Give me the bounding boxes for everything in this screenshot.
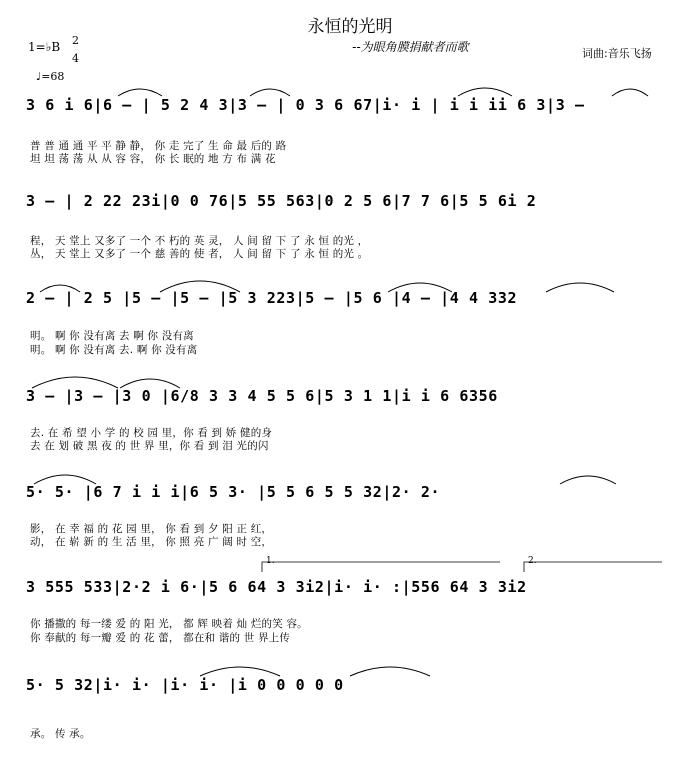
notation-line-7: 5· 5 32|i· i· |i· i· |i 0 0 0 0 0 <box>26 676 344 694</box>
lyric-line-7-verse-1: 承。 传 承。 <box>30 728 91 740</box>
lyric-line-6-verse-2: 你 奉献的 每一瓣 爱 的 花 蕾， 都在和 谐的 世 界上传 <box>30 632 291 644</box>
notation-line-6: 3 555 533|2·2 i 6·|5 6 64 3 3i2|i· i· :|556 64 3 3i2 <box>26 578 527 596</box>
tie-arc <box>612 89 648 96</box>
tie-arc <box>200 667 280 676</box>
lyric-line-2-verse-2: 丛， 天 堂上 又多了 一个 慈 善的 使 者， 人 间 留 下 了 永 恒 的光 。 <box>30 248 369 260</box>
notation-line-4: 3 – |3 – |3 0 |6/8 3 3 4 5 5 6|5 3 1 1|i i 6 6356 <box>26 387 498 405</box>
tie-arc <box>32 377 118 388</box>
lyric-line-5-verse-2: 动， 在 崭 新 的 生 活 里， 你 照 亮 广 阔 时 空， <box>30 536 273 548</box>
lyric-line-1-verse-2: 坦 坦 荡 荡 从 从 容 容， 你 长 眠的 地 方 布 满 花 <box>30 153 276 165</box>
volta-1-bracket <box>262 562 500 572</box>
tie-arc <box>118 89 162 96</box>
tie-arc <box>546 283 614 292</box>
lyric-line-1-verse-1: 普 普 通 通 平 平 静 静， 你 走 完了 生 命 最 后的 路 <box>30 140 287 152</box>
lyric-line-5-verse-1: 影， 在 幸 福 的 花 园 里， 你 看 到 夕 阳 正 红， <box>30 523 273 535</box>
tie-arc <box>250 89 290 96</box>
tie-arc <box>388 283 452 292</box>
notation-line-1: 3 6 i 6|6 – | 5 2 4 3|3 – | 0 3 6 67|i· i | i i ii 6 3|3 – <box>26 96 585 114</box>
lyric-line-3-verse-1: 明。 啊 你 没有离 去 啊 你 没有离 <box>30 330 194 342</box>
lyric-line-4-verse-2: 去 在 划 破 黑 夜 的 世 界 里，你 看 到 泪 光的闪 <box>30 440 269 452</box>
tie-arc <box>458 88 512 96</box>
tie-arc <box>40 285 80 292</box>
tie-arc <box>560 476 616 484</box>
tie-arc <box>34 475 96 484</box>
key-signature: 1=♭B <box>28 40 61 54</box>
tie-arc <box>160 281 240 292</box>
tie-arcs <box>32 88 648 676</box>
lyric-line-4-verse-1: 去. 在 希 望 小 学 的 校 园 里，你 看 到 娇 健的身 <box>30 427 273 439</box>
time-numerator: 2 <box>72 34 79 47</box>
notation-line-5: 5· 5· |6 7 i i i|6 5 3· |5 5 6 5 5 32|2· 2· <box>26 483 441 501</box>
tie-arc <box>120 379 180 388</box>
notation-line-3: 2 – | 2 5 |5 – |5 – |5 3 223|5 – |5 6 |4 – |4 4 332 <box>26 289 518 307</box>
lyric-line-6-verse-1: 你 播撒的 每一缕 爱 的 阳 光， 都 辉 映着 灿 烂的笑 容。 <box>30 618 308 630</box>
notation-line-2: 3 – | 2 22 23i|0 0 76|5 55 563|0 2 5 6|7 7 6|5 5 6i 2 <box>26 192 537 210</box>
lyric-line-3-verse-2: 明。 啊 你 没有离 去. 啊 你 没有离 <box>30 344 198 356</box>
tie-arc <box>350 667 430 676</box>
volta-2-bracket <box>524 562 662 572</box>
song-title: 永恒的光明 <box>307 17 393 37</box>
volta-2-label: 2. <box>528 556 537 566</box>
song-subtitle: --为眼角膜捐献者而歌 <box>352 40 469 54</box>
volta-1-label: 1. <box>266 556 275 566</box>
lyric-line-2-verse-1: 程， 天 堂上 又多了 一个 不 朽的 英 灵， 人 间 留 下 了 永 恒 的光 ， <box>30 235 369 247</box>
tempo-marking: ♩=68 <box>36 70 65 83</box>
time-denominator: 4 <box>72 52 79 65</box>
credit-line: 词曲:音乐飞扬 <box>582 47 652 60</box>
